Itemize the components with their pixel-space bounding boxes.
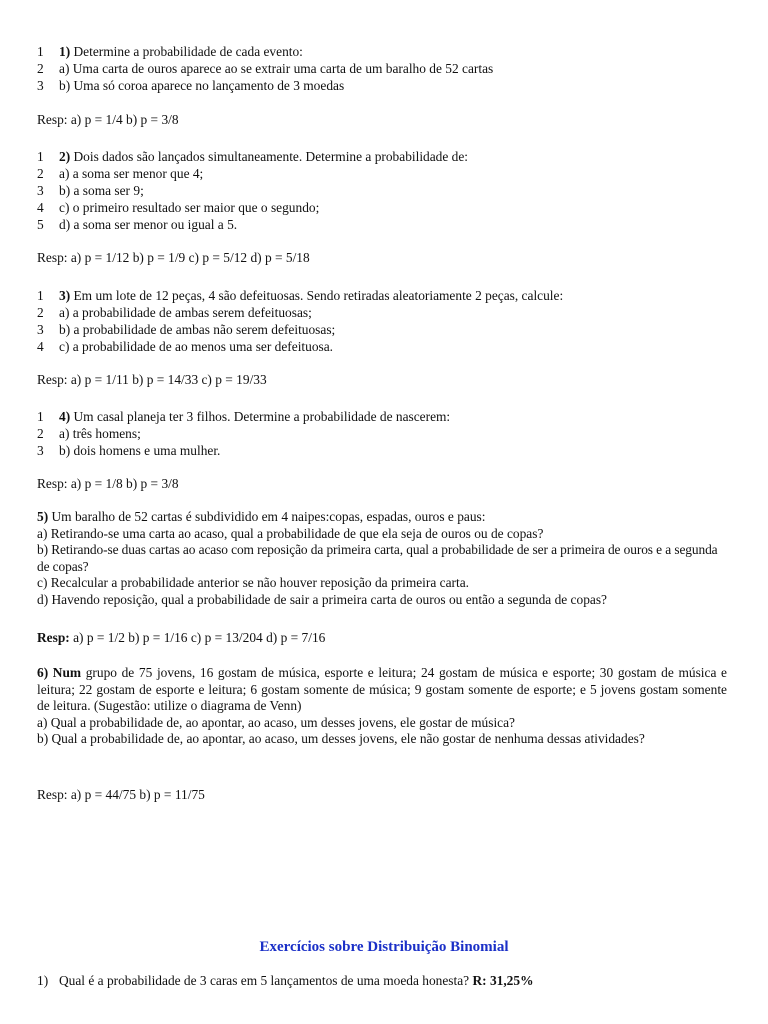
ex3-line-1 xyxy=(37,287,727,304)
ex1-answer: Resp: a) p = 1/4 b) p = 3/8 xyxy=(37,112,179,127)
line-number: 4 xyxy=(37,200,44,215)
exercise-text: b) a probabilidade de ambas não serem defeituosas; xyxy=(59,322,336,337)
exercise-text: Um casal planeja ter 3 filhos. Determine a probabilidade de nascerem: xyxy=(70,409,451,424)
exercise-label: 1) xyxy=(59,44,71,59)
answer-text: a) xyxy=(69,630,84,645)
line-number: 3 xyxy=(37,322,44,337)
ex4-line-3 xyxy=(37,442,727,459)
ex6-item-a: a) Qual a probabilidade de, ao apontar, ao acaso, um desses jovens, ele gostar de música? xyxy=(37,714,516,730)
ex2-line-3 xyxy=(37,182,727,199)
line-number: 2 xyxy=(37,305,44,320)
ex5-item-a: a) Retirando-se uma carta ao acaso, qual a probabilidade de que ela seja de ouros ou de copas? xyxy=(37,525,544,541)
ex1-line-1 xyxy=(37,43,727,60)
answer-label: Resp: xyxy=(37,630,70,645)
exercise-text: a) a soma ser menor que 4; xyxy=(59,166,204,181)
exercise-text: Dois dados são lançados simultaneamente. Determine a probabilidade de: xyxy=(70,149,469,164)
exercise-text: c) o primeiro resultado ser maior que o segundo; xyxy=(59,200,320,215)
ex6-item-b: b) Qual a probabilidade de, ao apontar, ao acaso, um desses jovens, ele não gostar de nenhuma dessas atividades? xyxy=(37,731,645,747)
ex2-line-2 xyxy=(37,165,727,182)
line-number: 2 xyxy=(37,61,44,76)
ex3-line-4 xyxy=(37,338,727,355)
exercise-text: Um baralho de 52 cartas é subdividido em 4 naipes:copas, espadas, ouros e paus: xyxy=(48,509,486,524)
exercise-text: d) a soma ser menor ou igual a 5. xyxy=(59,217,238,232)
binomial-item-1 xyxy=(37,972,533,990)
line-number: 1 xyxy=(37,44,44,59)
ex5-item-c: c) Recalcular a probabilidade anterior se não houver reposição da primeira carta. xyxy=(37,575,470,591)
line-number: 1 xyxy=(37,288,44,303)
exercise-label: 2) xyxy=(59,149,71,164)
line-number: 3 xyxy=(37,183,44,198)
exercise-text: b) a soma ser 9; xyxy=(59,183,144,198)
line-number: 5 xyxy=(37,217,44,232)
ex2-line-1 xyxy=(37,148,727,165)
exercise-text: c) a probabilidade de ao menos uma ser defeituosa. xyxy=(59,339,334,354)
item-text: Qual é a probabilidade de 3 caras em 5 lançamentos de uma moeda honesta? xyxy=(59,973,473,988)
exercise-text: a) Uma carta de ouros aparece ao se extrair uma carta de um baralho de 52 cartas xyxy=(59,61,494,76)
line-number: 2 xyxy=(37,166,44,181)
exercise-text: a) três homens; xyxy=(59,426,141,441)
ex2-line-4 xyxy=(37,199,727,216)
ex3-line-2 xyxy=(37,304,727,321)
ex1-line-3 xyxy=(37,77,727,94)
ex2-line-5 xyxy=(37,216,727,233)
exercise-text: Determine a probabilidade de cada evento: xyxy=(70,44,303,59)
ex5-block xyxy=(37,509,727,609)
exercise-text: a) a probabilidade de ambas serem defeituosas; xyxy=(59,305,312,320)
line-number: 3 xyxy=(37,443,44,458)
line-number: 3 xyxy=(37,78,44,93)
exercise-text: b) dois homens e uma mulher. xyxy=(59,443,221,458)
exercise-text: grupo de 75 jovens, 16 gostam de música, esporte e leitura; 24 gostam de música e esporte; 30 gostam de música e leitura; 22 gostam de esporte e leitura; 6 gostam somente de música; 9 gostam somente de esporte; e 5 jovens gostam somente de leitura. (Sugestão: utilize o diagrama de Venn) xyxy=(37,665,727,714)
exercise-label: 3) xyxy=(59,288,71,303)
line-number: 1 xyxy=(37,409,44,424)
exercise-label: 4) xyxy=(59,409,71,424)
ex6-answer: Resp: a) p = 44/75 b) p = 11/75 xyxy=(37,787,205,802)
section-title: Exercícios sobre Distribuição Binomial xyxy=(259,939,509,955)
ex4-line-2 xyxy=(37,425,727,442)
item-number: 1) xyxy=(37,973,49,988)
ex4-line-1 xyxy=(37,408,727,425)
ex4-answer: Resp: a) p = 1/8 b) p = 3/8 xyxy=(37,476,179,491)
item-answer: R: 31,25% xyxy=(472,973,534,988)
exercise-label: 6) Num xyxy=(37,665,82,680)
exercise-text: b) Uma só coroa aparece no lançamento de 3 moedas xyxy=(59,78,345,93)
ex1-line-2 xyxy=(37,60,727,77)
ex2-answer: Resp: a) p = 1/12 b) p = 1/9 c) p = 5/12 d) p = 5/18 xyxy=(37,250,310,265)
ex5-item-d: d) Havendo reposição, qual a probabilidade de sair a primeira carta de ouros ou então a segunda de copas? xyxy=(37,591,607,607)
ex5-item-b: b) Retirando-se duas cartas ao acaso com reposição da primeira carta, qual a probabilidade de ser a primeira de ouros e a segunda de copas? xyxy=(37,542,718,574)
exercise-label: 5) xyxy=(37,509,49,524)
line-number: 1 xyxy=(37,149,44,164)
answer-text: p = 1/2 b) p = 1/16 c) p = 13/204 d) p = 7/16 xyxy=(83,630,326,645)
exercise-text: Em um lote de 12 peças, 4 são defeituosas. Sendo retiradas aleatoriamente 2 peças, calcule: xyxy=(70,288,564,303)
ex3-answer: Resp: a) p = 1/11 b) p = 14/33 c) p = 19/33 xyxy=(37,372,267,387)
ex6-block xyxy=(37,665,727,748)
line-number: 4 xyxy=(37,339,44,354)
ex5-answer xyxy=(37,629,727,646)
ex3-line-3 xyxy=(37,321,727,338)
line-number: 2 xyxy=(37,426,44,441)
